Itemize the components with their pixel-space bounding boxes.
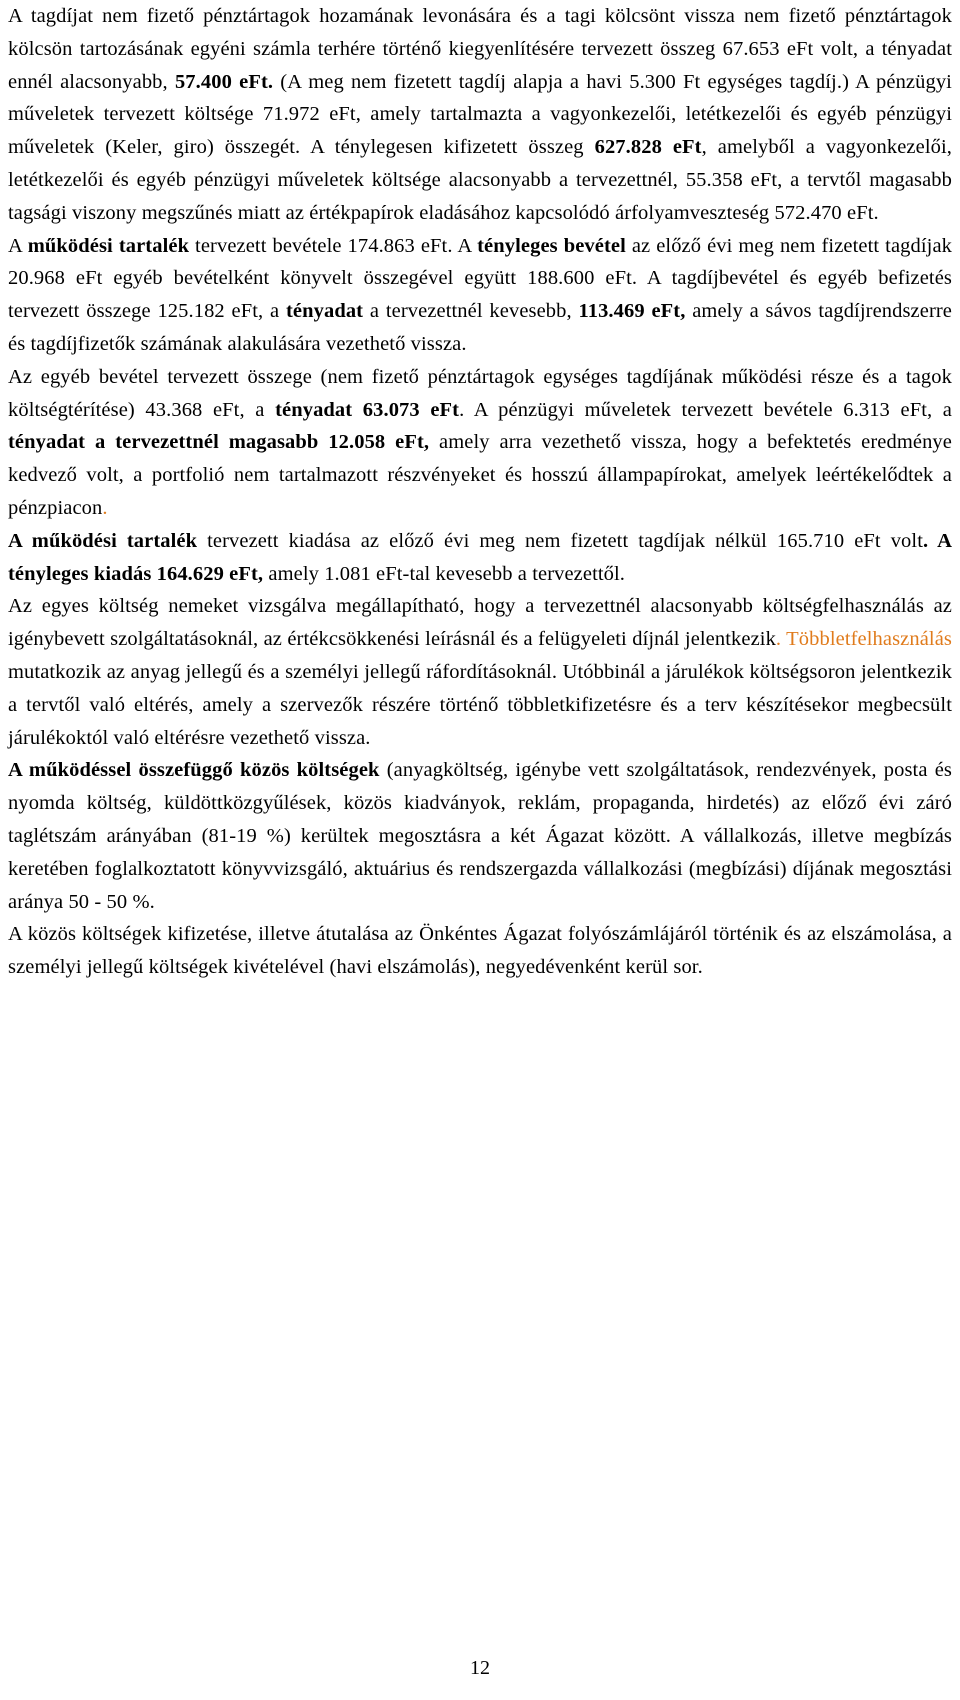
text-segment: , amelyből a vagyonkezelői, letétkezelői és egyéb pénzügyi műveletek költsége alacsonyabb a tervezettnél, 55.358 eFt, a tervtől magasabb tagsági viszony megszűnés miatt az értékpapírok eladásához kapcsolódó árfolyamveszteség 572.470 eFt. [8, 136, 952, 224]
paragraph-other-income [8, 361, 952, 525]
bold-text-segment: A működéssel összefüggő közös költségek [8, 759, 380, 782]
text-segment: . [102, 496, 108, 519]
bold-text-segment: tényadat 63.073 eFt [275, 398, 460, 421]
page-number: 12 [470, 1657, 490, 1679]
bold-text-segment: A működési tartalék [8, 529, 198, 552]
text-segment: amely a sávos tagdíjrendszerre és tagdíjfizetők számának alakulására vezethető vissza. [8, 300, 952, 355]
text-segment: az előző évi meg nem fizetett tagdíjak 20.968 eFt egyéb bevételként könyvelt összegével együtt 188.600 eFt. A tagdíjbevétel és egyéb befizetés tervezett összege 125.182 eFt, a [8, 234, 953, 323]
text-segment: amely arra vezethető vissza, hogy a befektetés eredménye kedvező volt, a portfolió nem tartalmazott részvényeket és hosszú állampapírokat, amelyek leértékelődtek a pénzpiacon [8, 431, 952, 519]
text-segment: mutatkozik az anyag jellegű és a személyi jellegű ráfordításoknál. Utóbbinál a járulékok költségsoron jelentkezik a tervtől való eltérés, amely a szervezők részére történő többletkifizetésre és a terv készítésekor megbecsült járulékoktól való eltérésre vezethető vissza. [8, 660, 952, 749]
text-segment: A [8, 234, 28, 257]
bold-text-segment: 627.828 eFt [594, 136, 702, 159]
paragraph-operating-reserve-income [8, 230, 952, 361]
text-segment: (anyagköltség, igénybe vett szolgáltatások, rendezvények, posta és nyomda költség, küldöttközgyűlések, közös kiadványok, reklám, propaganda, hirdetés) az előző évi záró taglétszám arányában (81-19 %) kerültek megosztásra a két Ágazat között. A vállalkozás, illetve megbízás keretében foglalkoztatott könyvvizsgáló, aktuárius és rendszergazda vállalkozási (megbízási) díjának megosztási aránya 50 - 50 %. [8, 759, 952, 913]
paragraph-cost-types [8, 590, 952, 754]
paragraph-common-costs-payment [8, 918, 952, 984]
text-segment: A tagdíjat nem fizető pénztártagok hozamának levonására és a tagi kölcsönt vissza nem fizető pénztártagok kölcsön tartozásának egyéni számla terhére történő kiegyenlítésére tervezett összeg 67.653 eFt volt, a tényadat ennél alacsonyabb, [8, 5, 952, 93]
text-segment: amely 1.081 eFt-tal kevesebb a tervezettől. [263, 562, 626, 585]
document-page [8, 0, 952, 984]
bold-text-segment: 57.400 eFt. [174, 70, 274, 93]
bold-text-segment: tényadat [286, 300, 364, 323]
text-segment: a tervezettnél kevesebb, [363, 300, 579, 323]
bold-text-segment: tényleges bevétel [477, 234, 626, 257]
paragraph-member-fees [8, 0, 952, 230]
text-segment: . Többletfelhasználás [775, 628, 952, 651]
bold-text-segment: működési tartalék [27, 234, 190, 257]
paragraph-common-costs [8, 754, 952, 918]
paragraph-operating-reserve-expense [8, 525, 952, 591]
bold-text-segment: 113.469 eFt, [578, 300, 686, 323]
text-segment: Az egyes költség nemeket vizsgálva megállapítható, hogy a tervezettnél alacsonyabb költségfelhasználás az igénybevett szolgáltatásoknál, az értékcsökkenési leírásnál és a felügyeleti díjnál jelentkezik [8, 595, 952, 651]
text-segment: tervezett bevétele 174.863 eFt. A [189, 234, 478, 257]
text-segment: A közös költségek kifizetése, illetve átutalása az Önkéntes Ágazat folyószámlájáról történik és az elszámolása, a személyi jellegű költségek kivételével (havi elszámolás), negyedévenként kerül sor. [8, 923, 952, 979]
text-segment: tervezett kiadása az előző évi meg nem fizetett tagdíjak nélkül 165.710 eFt volt [197, 529, 923, 552]
text-segment: (A meg nem fizetett tagdíj alapja a havi 5.300 Ft egységes tagdíj.) A pénzügyi műveletek tervezett költsége 71.972 eFt, amely tartalmazta a vagyonkezelői, letétkezelői és egyéb pénzügyi műveletek (Keler, giro) összegét. A ténylegesen kifizetett összeg [8, 70, 952, 159]
text-segment: . A pénzügyi műveletek tervezett bevétele 6.313 eFt, a [459, 398, 953, 421]
bold-text-segment: tényadat a tervezettnél magasabb 12.058 eFt, [8, 431, 430, 454]
bold-text-segment: . A tényleges kiadás 164.629 eFt, [8, 529, 952, 585]
text-segment: Az egyéb bevétel tervezett összege (nem fizető pénztártagok egységes tagdíjának működési része és a tagok költségtérítése) 43.368 eFt, a [8, 365, 952, 421]
